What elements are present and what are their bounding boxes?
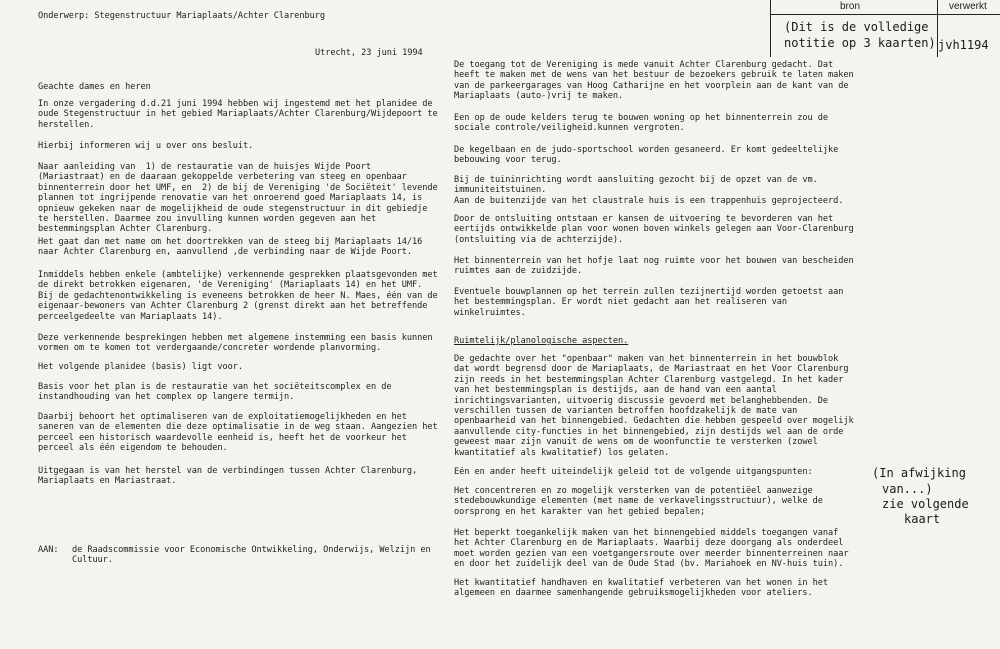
- text-line: eigenaar-bewoners van Achter Clarenburg 2 (grenst direkt aan het betreffende: [38, 301, 428, 312]
- text-line: Aan de buitenzijde van het claustrale huis is een trappenhuis geprojecteerd.: [454, 195, 844, 206]
- subject-line: Onderwerp: Stegenstructuur Mariaplaats/Achter Clarenburg: [38, 11, 325, 21]
- text-line: openbaarheid van het binnengebied. Gedachten die hebben gespeeld over mogelijk: [454, 416, 854, 427]
- text-line: Door de ontsluiting ontstaan er kansen de uitvoering te bevorderen van het: [454, 214, 834, 224]
- text-line: naar Achter Clarenburg en, aanvullend ,de verbinding naar de Wijde Poort.: [38, 247, 413, 258]
- text-line: ruimtes aan de zuidzijde.: [454, 266, 583, 277]
- text-line: Uitgegaan is van het herstel van de verbindingen tussen Achter Clarenburg,: [38, 466, 418, 476]
- text-line: Mariaplaats (auto-)vrij te maken.: [454, 91, 624, 102]
- left-paragraphs-paragraph: [38, 412, 438, 454]
- right-paragraphs-paragraph: [454, 145, 838, 166]
- stamp-left-border: [770, 0, 771, 57]
- text-line: sociale controle/veiligheid.kunnen vergroten.: [454, 123, 685, 134]
- section-heading: Ruimtelijk/planologische aspecten.: [454, 336, 629, 346]
- text-line: De kegelbaan en de judo-sportschool worden gesaneerd. Er komt gedeeltelijke: [454, 145, 839, 155]
- text-line: kwantitatief als kwalitatief) los gelaten.: [454, 447, 670, 458]
- side-note-line-3: zie volgende: [882, 497, 969, 511]
- text-line: immuniteitstuinen.: [454, 185, 547, 196]
- text-line: Een op de oude kelders terug te bouwen woning op het binnenterrein zou de: [454, 113, 829, 123]
- text-line: Het gaat dan met name om het doortrekken van de steeg bij Mariaplaats 14/16: [38, 237, 423, 247]
- text-line: te herstellen. Daarmee zou invulling kunnen worden gegeven aan het: [38, 214, 377, 225]
- text-line: en door het zuidelijk deel van de Oude Stad (bv. Mariahoek en NV-huis tuin).: [454, 559, 844, 570]
- left-paragraphs-paragraph: [38, 333, 433, 354]
- right-paragraphs-2-paragraph: [454, 578, 828, 599]
- text-line: plannen tot ingrijpende renovatie van het onroerend goed Mariaplaats 14, is: [38, 193, 423, 204]
- text-line: Mariaplaats en Mariastraat.: [38, 476, 177, 487]
- right-paragraphs-paragraph: [454, 60, 854, 102]
- text-line: (ontsluiting via de achterzijde).: [454, 234, 624, 245]
- place-date: Utrecht, 23 juni 1994: [315, 48, 423, 58]
- text-line: winkelruimtes.: [454, 307, 526, 318]
- text-line: vormen om te komen tot verdergaande/concreter wordende planvorming.: [38, 343, 382, 354]
- text-line: perceel een historisch waardevolle eenheid is, heeft het de voorkeur het: [38, 432, 407, 443]
- aan-label: AAN:: [38, 545, 59, 555]
- stamp-header-line: [770, 14, 1000, 15]
- left-paragraphs-paragraph: [38, 362, 243, 372]
- left-paragraphs-paragraph: [38, 162, 438, 235]
- text-line: aanvullende city-functies in het binnengebied, zijn destijds wel aan de orde: [454, 426, 844, 437]
- text-line: verschillen tussen de varianten betroffen hoofdzakelijk de mate van: [454, 406, 798, 417]
- left-paragraphs-paragraph: [38, 382, 392, 403]
- text-line: Basis voor het plan is de restauratie van het sociëteitscomplex en de: [38, 382, 392, 392]
- right-paragraphs-paragraph: [454, 113, 828, 134]
- text-line: inrichtingsvarianten, uitvoerig discussie gevoerd met belanghebbenden. De: [454, 395, 829, 406]
- text-line: Inmiddels hebben enkele (ambtelijke) verkennende gesprekken plaatsgevonden met: [38, 270, 438, 280]
- salutation: Geachte dames en heren: [38, 82, 151, 92]
- top-note-line-2: notitie op 3 kaarten): [784, 36, 936, 50]
- right-paragraphs-paragraph: [454, 214, 854, 245]
- left-paragraphs-paragraph: [38, 270, 438, 322]
- top-note-line-1: (Dit is de volledige: [784, 20, 929, 34]
- text-line: eertijds ontwikkelde plan voor wonen boven winkels gelegen aan Voor-Clarenburg: [454, 224, 854, 235]
- text-line: De toegang tot de Vereniging is mede vanuit Achter Clarenburg gedacht. Dat: [454, 60, 834, 70]
- text-line: Het volgende planidee (basis) ligt voor.: [38, 362, 243, 372]
- text-line: geweest maar zijn vanuit de wens om de woonfunctie te versterken (zowel: [454, 437, 818, 448]
- text-line: zijn reeds in het bestemmingsplan Achter Clarenburg vastgelegd. In het kader: [454, 374, 844, 385]
- text-line: opnieuw gekeken naar de mogelijkheid de oude stegenstructuur in dit gebiedje: [38, 203, 428, 214]
- text-line: perceel als één eigendom te behouden.: [38, 443, 228, 454]
- text-line: het bestemmingsplan. Er wordt niet gedacht aan het realiseren van: [454, 297, 788, 308]
- text-line: Het beperkt toegankelijk maken van het binnengebied middels toegangen vanaf: [454, 528, 839, 538]
- text-line: (Mariastraat) en de daaraan gekoppelde verbetering van steeg en openbaar: [38, 172, 407, 183]
- text-line: algemeen en daarmee samenhangende gebruiksmogelijkheden voor ateliers.: [454, 588, 813, 599]
- aan-line-2: Cultuur.: [72, 555, 113, 565]
- text-line: saneren van de elementen die deze optimalisatie in de weg staan. Aangezien het: [38, 422, 438, 433]
- left-paragraphs-paragraph: [38, 237, 422, 258]
- text-line: Eventuele bouwplannen op het terrein zullen tezijnertijd worden getoetst aan: [454, 287, 844, 297]
- text-line: De gedachte over het "openbaar" maken van het binnenterrein in het bouwblok: [454, 354, 839, 364]
- right-paragraphs-paragraph: [454, 287, 843, 318]
- stamp-label-bron: bron: [840, 1, 861, 12]
- text-line: Daarbij behoort het optimaliseren van de exploitatiemogelijkheden en het: [38, 412, 407, 422]
- right-paragraphs-2-paragraph: [454, 486, 823, 517]
- text-line: moet worden gezien van een voetgangersroute over meerder binnenterreinen naar: [454, 548, 849, 559]
- text-line: Het kwantitatief handhaven en kwalitatief verbeteren van het wonen in het: [454, 578, 829, 588]
- side-note-line-1: (In afwijking: [872, 466, 966, 480]
- right-paragraphs-2-paragraph: [454, 467, 813, 477]
- text-line: de direkt betrokken eigenaren, 'de Vereniging' (Mariaplaats 14) en het UMF.: [38, 280, 423, 291]
- text-line: heeft te maken met de wens van het bestuur de bezoekers gebruik te laten maken: [454, 70, 854, 81]
- left-paragraphs-paragraph: [38, 141, 253, 151]
- text-line: bestemmingsplan Achter Clarenburg.: [38, 224, 213, 235]
- side-note-line-4: kaart: [904, 512, 941, 526]
- text-line: instandhouding van het complex op langere termijn.: [38, 392, 295, 403]
- text-line: van de parkeergarages van Hoog Catharijne en het voorplein aan de kant van de: [454, 80, 849, 91]
- text-line: perceelgedeelte van Mariaplaats 14).: [38, 311, 223, 322]
- text-line: Naar aanleiding van 1) de restauratie van de huisjes Wijde Poort: [38, 162, 372, 172]
- left-paragraphs-paragraph: [38, 466, 417, 487]
- text-line: Bij de gedachtenontwikkeling is eveneens betrokken de heer N. Maes, één van de: [38, 290, 438, 301]
- text-line: binnenterrein door het UMF, en 2) de bij de Vereniging 'de Sociëteit' levende: [38, 182, 438, 193]
- aan-line-1: de Raadscommissie voor Economische Ontwikkeling, Onderwijs, Welzijn en: [72, 545, 431, 555]
- text-line: het Achter Clarenburg en de Mariaplaats. Waarbij deze doorgang als onderdeel: [454, 538, 844, 549]
- left-paragraphs-paragraph: [38, 99, 438, 130]
- text-line: bebouwing voor terug.: [454, 155, 562, 166]
- text-line: Bij de tuininrichting wordt aansluiting gezocht bij de opzet van de vm.: [454, 175, 818, 185]
- text-line: stedebouwkundige elementen (met name de verkavelingsstructuur), welke de: [454, 496, 823, 507]
- text-line: herstellen.: [38, 119, 95, 130]
- text-line: Het concentreren en zo mogelijk versterken van de potentiëel aanwezige: [454, 486, 813, 496]
- text-line: van het bestemmingsplan is destijds, aan de hand van een aantal: [454, 385, 777, 396]
- right-paragraphs-paragraph: [454, 175, 843, 206]
- right-paragraphs-2-paragraph: [454, 528, 849, 570]
- right-paragraphs-2-paragraph: [454, 354, 854, 458]
- stamp-label-verwerkt: verwerkt: [949, 1, 987, 12]
- text-line: In onze vergadering d.d.21 juni 1994 hebben wij ingestemd met het planidee de: [38, 99, 433, 109]
- text-line: dat wordt begrensd door de Mariaplaats, de Mariastraat en het Voor Clarenburg: [454, 364, 849, 375]
- side-note-line-2: van...): [882, 482, 933, 496]
- text-line: Hierbij informeren wij u over ons besluit.: [38, 141, 254, 151]
- text-line: oorsprong en het karakter van het gebied bepalen;: [454, 506, 706, 517]
- text-line: oude Stegenstructuur in het gebied Mariaplaats/Achter Clarenburg/Wijdepoort te: [38, 109, 438, 120]
- text-line: Deze verkennende besprekingen hebben met algemene instemming een basis kunnen: [38, 333, 433, 343]
- right-paragraphs-paragraph: [454, 256, 854, 277]
- initials: jvh1194: [938, 38, 989, 52]
- text-line: Eén en ander heeft uiteindelijk geleid tot de volgende uitgangspunten:: [454, 467, 813, 477]
- text-line: Het binnenterrein van het hofje laat nog ruimte voor het bouwen van bescheiden: [454, 256, 854, 266]
